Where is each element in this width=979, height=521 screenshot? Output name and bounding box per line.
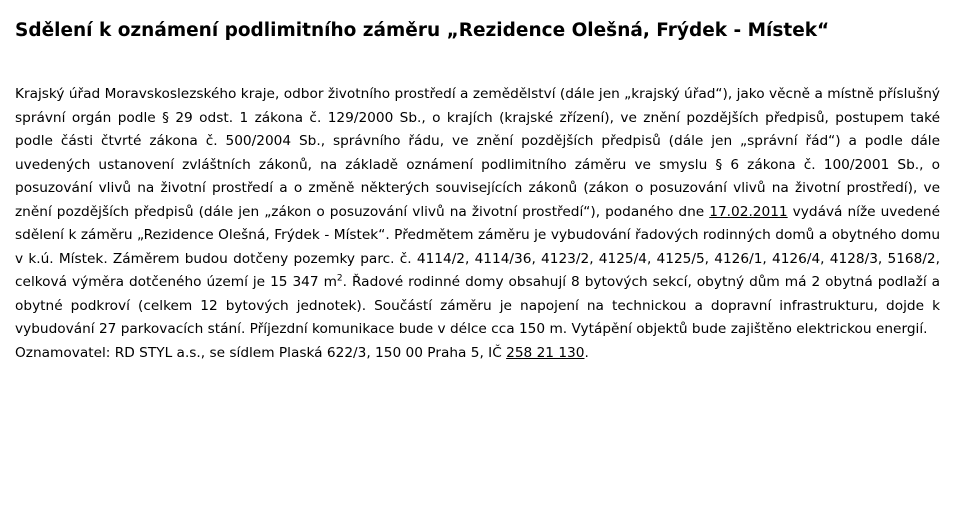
paragraph-part-2: vydává níže uvedené sdělení k záměru „Rezidence Olešná, Frýdek - Místek“. Předmětem záměru je vybudování řadových rodinných domů a obytného domu v k.ú. Místek. Záměrem budou dotčeny pozemky parc. č. 4114/2, 4114/36, 4123/2, 4125/4, 4125/5, 4126/1, 4126/4, 4128/3, 5168/2, celková výměra dotčeného území je 15 347 m: [15, 203, 940, 290]
notifier-text: Oznamovatel: RD STYL a.s., se sídlem Plaská 622/3, 150 00 Praha 5, IČ: [15, 344, 507, 361]
submission-date: 17.02.2011: [709, 203, 788, 220]
notifier-ico: 258 21 130: [506, 344, 585, 361]
document: [15, 18, 940, 365]
notifier-end: .: [584, 344, 589, 361]
paragraph-part-3: . Řadové rodinné domy obsahují 8 bytových sekcí, obytný dům má 2 obytná podlaží a obytné podkroví (celkem 12 bytových jednotek). Součástí záměru je napojení na technickou a dopravní infrastrukturu, dojde k vybudování 27 parkovacích stání. Příjezdní komunikace bude v délce cca 150 m. Vytápění objektů bude zajištěno elektrickou energií.: [15, 274, 940, 337]
paragraph-part-1: Krajský úřad Moravskoslezského kraje, odbor životního prostředí a zemědělství (dále jen „krajský úřad“), jako věcně a místně příslušný správní orgán podle § 29 odst. 1 zákona č. 129/2000 Sb., o krajích (krajské zřízení), ve znění pozdějších předpisů, postupem také podle části čtvrté zákona č. 500/2004 Sb., správního řádu, ve znění pozdějších předpisů (dále jen „správní řád“) a podle dále uvedených ustanovení zvláštních zákonů, na základě oznámení podlimitního záměru ve smyslu § 6 zákona č. 100/2001 Sb., o posuzování vlivů na životní prostředí a o změně některých souvisejících zákonů (zákon o posuzování vlivů na životní prostředí), ve znění pozdějších předpisů (dále jen „zákon o posuzování vlivů na životní prostředí“), podaného dne: [15, 86, 940, 220]
main-paragraph: [15, 83, 940, 342]
document-title: Sdělení k oznámení podlimitního záměru „Rezidence Olešná, Frýdek - Místek“: [15, 20, 830, 41]
area-unit-superscript: 2: [336, 273, 343, 284]
notifier-line: [15, 342, 940, 366]
